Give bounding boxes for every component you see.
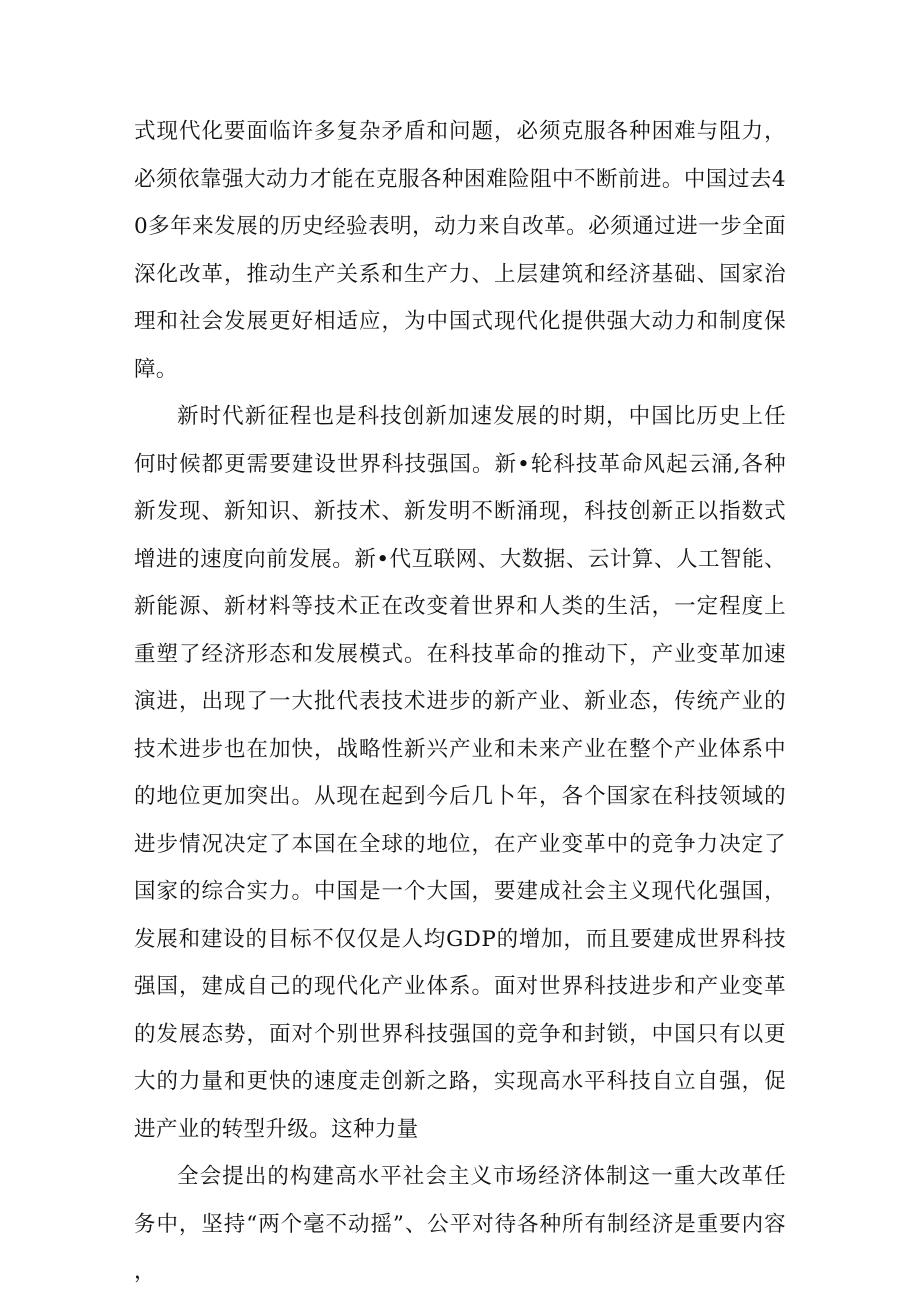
paragraph-tech-innovation: 新时代新征程也是科技创新加速发展的时期，中国比历史上任何时候都更需要建设世界科技强国。新•轮科技革命风起云涌,各种新发现、新知识、新技术、新发明不断涌现，科技创新正以指数式增进的速度向前发展。新•代互联网、大数据、云计算、人工智能、新能源、新材料等技术正在改变着世界和人类的生活，一定程度上重塑了经济形态和发展模式。在科技革命的推动下，产业变革加速演进，出现了一大批代表技术进步的新产业、新业态，传统产业的技术进步也在加快，战略性新兴产业和未来产业在整个产业体系中的地位更加突出。从现在起到今后几卜年，各个国家在科技领域的进步情况决定了本国在全球的地位，在产业变革中的竞争力决定了国家的综合实力。中国是一个大国，要建成社会主义现代化强国，发展和建设的目标不仅仅是人均GDP的增加，而且要建成世界科技强国，建成自己的现代化产业体系。面对世界科技进步和产业变革的发展态势，面对个别世界科技强国的竞争和封锁，中国只有以更大的力量和更快的速度走创新之路，实现高水平科技自立自强，促进产业的转型升级。这种力量: [134, 404, 786, 1142]
document-body: [134, 108, 786, 1296]
paragraph-reform-motivation: 式现代化要面临许多复杂矛盾和问题，必须克服各种困难与阻力，必须依靠强大动力才能在克服各种困难险阻中不断前进。中国过去40多年来发展的历史经验表明，动力来自改革。必须通过进一步全面深化改革，推动生产关系和生产力、上层建筑和经济基础、国家治理和社会发展更好相适应，为中国式现代化提供强大动力和制度保障。: [134, 119, 786, 382]
paragraph-market-economy: 全会提出的构建高水平社会主义市场经济体制这一重大改革任务中，坚持“两个毫不动摇”、公平对待各种所有制经济是重要内容，: [134, 1164, 786, 1284]
